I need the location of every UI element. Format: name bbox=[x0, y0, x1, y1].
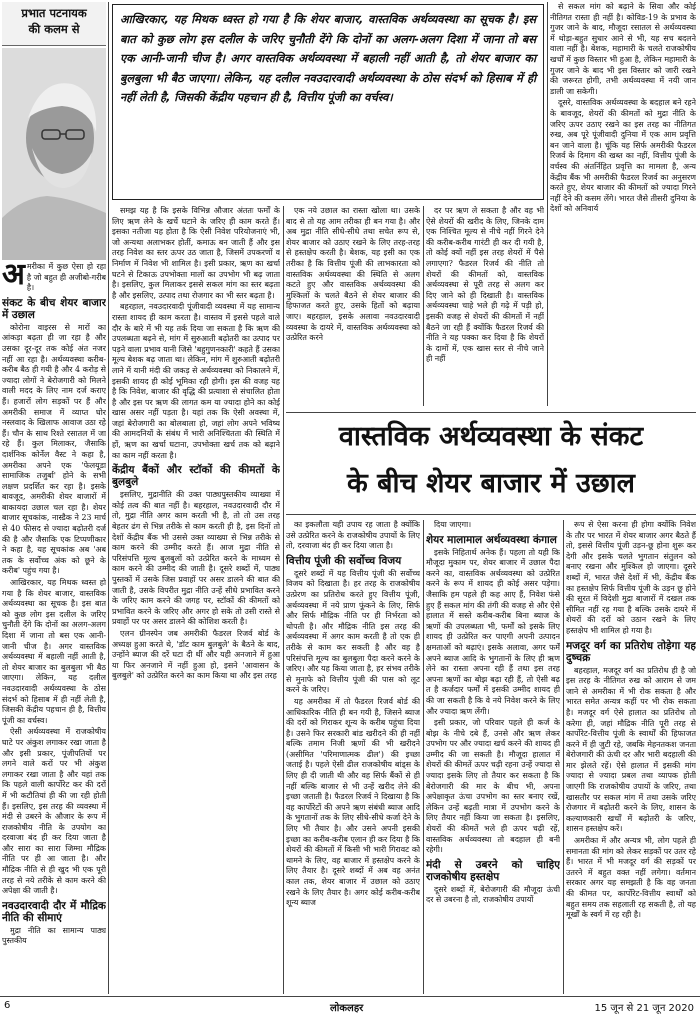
drop-cap: अ bbox=[2, 262, 25, 292]
paragraph: ऐसी अर्थव्यवस्था में राजकोषीय घाटे पर अंकुश लगाकर रखा जाता है और इसी प्रकार, पूंजीपतियों पर लगने वाले करों पर भी अंकुश लगाकर रखा जाता है और यहां तक कि पहले वाली कार्पोरेट कर की दरों में भी कटौतियां ही की जा रही होती हैं। इसलिए, इस तरह की व्यवस्था में मंदी से उबरने के औजार के रूप में राजकोषीय नीति के उपयोग का दरवाजा बंद ही कर दिया जाता है और सारा का सारा जिम्मा मौद्रिक नीति पर ही आ जाता है। और मौद्रिक नीति से ही खुद भी एक पूरी तरह से नये तरीके से काम करने की अपेक्षा की जाती है। bbox=[2, 727, 106, 896]
paragraph: दूसरे शब्दों में यह वित्तीय पूंजी की सर्वोच्च विजय को दिखाता है। हर तरह के राजकोषीय उत्प्रेरण का प्रतिरोध करते हुए वित्तीय पूंजी, अर्थव्यवस्था में नये प्राण फूंकने के लिए, सिर्फ और सिर्फ मौद्रिक नीति पर ही निर्भरता को थोपती है। और मौद्रिक नीति इस तरह की अर्थव्यवस्था में अगर काम करती है तो एक ही तरीके से काम कर सकती है और वह है परिसंपत्ति मूल्य का बुलबुला पैदा करने करने के जरिए। और यह किया जाता है, हर संभव तरीके से मुनाफे को वित्तीय पूंजी की पास को लूट करने के जरिए। bbox=[286, 568, 420, 695]
column-divider bbox=[547, 2, 548, 406]
paragraph: समझ यह है कि इसके विभिन्न औजार अंततः फर्मों के लिए ऋण लेने के खर्चे घटाने के जरिए ही काम करते हैं। इसका नतीजा यह होता है कि ऐसी निवेश परियोजनाएं भी, जो अन्यथा अलाभकर होतीं, कमाऊ बन जाती हैं और इस तरह निवेश का स्तर ऊपर उठ जाता है, जिसमें उपकरणों व निर्माण में निवेश भी शामिल है। इसी प्रकार, ऋण का खर्चा घटने से टिकाऊ उपभोक्ता मालों का उपभोग भी बढ़ जाता है। इसलिए, कुल मिलाकर इससे सकल मांग का स्तर बढ़ता है और इसलिए, उत्पाद तथा रोजगार का भी स्तर बढ़ता है। bbox=[112, 206, 280, 300]
subhead-fiscal-intervention: मंदी से उबरने को चाहिए राजकोषीय हस्तक्षेप bbox=[426, 858, 560, 883]
paragraph: एलन ग्रीनस्पेन जब अमरीकी फैडरल रिजर्व बोर्ड के अध्यक्ष हुआ करते थे, 'डॉट काम बुलबुले' के बैठने के बाद, उन्होंने ब्याज की दरें घटा दी थीं और यही अनजाने में हुआ या फिर अनजाने में नहीं हुआ हो, इसने 'आवासन के बुलबुले' को उत्प्रेरित करने का काम किया था और इस तरह bbox=[112, 628, 280, 681]
subhead-finance-victory: वित्तीय पूंजी की सर्वोच्च विजय bbox=[286, 554, 402, 567]
author-byline bbox=[2, 2, 106, 46]
column-divider bbox=[423, 520, 424, 994]
paragraph: दूसरे शब्दों में, बेरोजगारी की मौजूदा ऊंची दर से उबरना है तो, राजकोषीय उपायों bbox=[426, 884, 560, 905]
paragraph: बहरहाल, मजदूर वर्ग का प्रतिरोध ही है जो इस तरह के नीतिगत रुख को आराम से जम जाने से अमरीका में भी रोक सकता है और भारत समेत अन्यत्र कहीं पर भी रोक सकता है। मजदूर वर्ग ऐसे हालात का प्रतिरोध तो करेगा ही, जहां मौद्रिक नीति पूरी तरह से कार्पोरेट-वित्तीय पूंजी के स्वार्थों की हिफाजत करने में ही जुटी रहे, जबकि मेहनतकश जनता बेरोजगारी की ऊंची दर और भारी बदहाली की मार झेलते रहें। ऐसे हालात में इसकी मांग ज्यादा से ज्यादा प्रबल तथा व्यापक होती जाएगी कि राजकोषीय उपायों के जरिए, तथा खासतौर पर सकल मांग में तथा उसके जरिए रोजगार में बढ़ोतरी करने के लिए, शासन के कल्याणकारी खर्चों में बढ़ोतरी के जरिए, शासन हस्तक्षेप करें। bbox=[566, 665, 696, 834]
article-column-2 bbox=[112, 206, 280, 994]
article-column-4-bottom bbox=[426, 520, 560, 994]
subhead-monetary-limits: नवउदारवादी दौर में मौद्रिक नीति की सीमाएं bbox=[2, 899, 106, 924]
pull-quote-text: आखिरकार, यह मिथक ध्वस्त हो गया है कि शेयर बाजार, वास्तविक अर्थव्यवस्था का सूचक है। इस बात को कुछ लोग इस दलील के जरिए चुनौती देंगे कि दोनों का अलग-अलग दिशा में जाना तो बस एक आनी-जानी चीज है। अगर वास्तविक अर्थव्यवस्था में बहाली नहीं आती है, तो शेयर बाजार का बुलबुला भी बैठ जाएगा। लेकिन, यह दलील नवउदारवादी अर्थव्यवस्था के ठोस संदर्भ को हिसाब में ही नहीं लेती है, जिसकी केंद्रीय पहचान ही है, वित्तीय पूंजी का वर्चस्व। bbox=[120, 13, 536, 104]
paragraph: दिया जाएगा। bbox=[434, 520, 472, 529]
paragraph: अमरीका में और अन्यत्र भी, लोग पहले ही समानता की मांग को लेकर सड़कों पर उतर रहे हैं। भारत में भी मजदूर वर्ग की सड़कों पर उतरने में बहुत वक्त नहीं लगेगा। वर्तमान सरकार अगर यह समझती है कि वह जनता की कीमत पर, कार्पोरेट-वित्तीय स्वार्थों को बहुत समय तक सहलाती रह सकती है, तो यह मूर्खों के स्वर्ग में रह रही है। bbox=[566, 836, 696, 920]
article-column-4-top bbox=[426, 206, 544, 406]
paragraph: का इकलौता यही उपाय रह जाता है क्योंकि उसे उत्प्रेरित करने के राजकोषीय उपायों के लिए तो, दरवाजा बंद ही कर दिया जाता है। bbox=[286, 520, 420, 551]
author-portrait-image bbox=[2, 48, 106, 260]
byline-name: प्रभात पटनायक bbox=[21, 6, 87, 20]
paragraph: दर पर ऋण ले सकता है और वह भी ऐसे शेयरों की खरीद के लिए, जिनके दाम एक निश्चित मूल्य से नीचे नहीं गिरने देने की करीब-करीब गारंटी ही कर दी गयी है, तो कोई क्यों नहीं इस तरह शेयरों में पैसे लगाएगा? फैडरल रिजर्व की नीति तो शेयरों की कीमतों को, वास्तविक अर्थव्यवस्था से पूरी तरह से अलग कर दिए जाने को ही दिखाती है। वास्तविक अर्थव्यवस्था चाहे भले ही गढ़े में पड़ी हो, इसकी वजह से शेयरों की कीमतों में नहीं बैठने जा रही हैं क्योंकि फैडरल रिजर्व की नीति ने यह पक्का कर दिया है कि शेयरों के दामों में, एक खास स्तर से नीचे जाने ही नहीं bbox=[426, 206, 544, 364]
paragraph: यह अमरीका में तो फैडरल रिजर्व बोर्ड की आधिकारिक नीति ही बन गयी है, जिसने ब्याज की दरों को गिराकर शून्य के करीब पहुंचा दिया है। उसने फिर सरकारी बांड खरीदने की ही नहीं बल्कि तमाम निजी ऋणों की भी खरीदने (असीमित 'परिमाणात्मक ढील') की इच्छा जताई है। पहले ऐसी ढील राजकोषीय बांड्स के लिए ही दी जाती थी और वह सिर्फ बैंकों से ही नहीं बल्कि बाजार से भी उन्हें खरीद लेने की इच्छा जताती है। फैडरल रिजर्व ने दिखाया है कि वह कार्पोरेटों की अपने ऋण संबंधी ब्याज आदि के भुगतानों तक के लिए सीधे-सीधे कर्जा देने के लिए भी तैयार है। और उसने अपनी इसकी इच्छा का करीब-करीब एलान ही कर दिया है कि शेयरों की कीमतों में किसी भी भारी गिरावट को थामने के लिए, वह बाजार में हस्तक्षेप करने के लिए तैयार है। दूसरे शब्दों में अब वह अनंत काल तक, शेयर बाजार में उछाल को उठाए रखने के लिए तैयार है। अगर कोई करीब-करीब शून्य ब्याज bbox=[286, 696, 420, 908]
article-column-3-bottom bbox=[286, 520, 420, 994]
paragraph: इसके निहितार्थ अनेक हैं। पहला तो यही कि मौजूदा मुकाम पर, शेयर बाजार में उछाल पैदा करने का, वास्तविक अर्थव्यवस्था को उत्प्रेरित करने के रूप में शायद ही कोई असर पड़ेगा। जैसाकि हम पहले ही कह आए हैं, निवेश फंसे हुए हैं सकल मांग की तंगी की वजह से और ऐसे हालात में सस्ते करीब-करीब बिना ब्याज के ऋणों की उपलब्धता भी, फर्मों को इसके लिए शायद ही उत्प्रेरित कर पाएगी अपनी उत्पादन क्षमताओं को बढ़ाएं। इसके अलावा, अगर फर्में अपने ब्याज आदि के भुगतानों के लिए ही ऋण लेने का रास्ता अपना रही हैं तथा इस तरह अपना ऋणों का बोझ बढ़ा रही हैं, तो ऐसी बढ़ त है कर्जदार फर्मों में इसकी उम्मीद शायद ही की जा सकती है कि वे नये निवेश करने के लिए और ज्यादा ऋण लेंगी। bbox=[426, 547, 560, 716]
column-divider bbox=[283, 206, 284, 994]
subhead-crisis-boom: संकट के बीच शेयर बाजार में उछाल bbox=[2, 296, 106, 321]
headline-line-2: के बीच शेयर बाजार में उछाल bbox=[346, 468, 635, 499]
headline-line-1: वास्तविक अर्थव्यवस्था के संकट bbox=[338, 421, 644, 452]
page-footer bbox=[0, 996, 700, 1015]
paragraph: मुद्रा नीति का सामान्य पाठ्य पुस्तकीय bbox=[2, 925, 106, 946]
paragraph: इसलिए, मुद्रानीति की उक्त पाठ्यपुस्तकीय व्याख्या में कोई तत्व की बात नहीं है। बहरहाल, नवउदारवादी दौर में तो, मुद्रा नीति अगर काम करती भी है, तो तो उस तरह बेहतर ढंग से भिन्न तरीके से काम करती ही है, इस दिनों तो देशों केंद्रीय बैंक भी उससे उक्त व्याख्या से भिन्न तरीके से काम करने की उम्मीद करते हैं। आज मुद्रा नीति से परिसंपत्ति मूल्य बुलबुलों को उत्प्रेरित करने के माध्यम से काम करने की उम्मीद की जाती है। दूसरे शब्दों में, पाठ्य पुस्तकों में उसके जिस प्रवाहों पर असर डालने की बात की जाती है, उसके विपरीत मुद्रा नीति उन्हें सीधे प्रभावित करने के जरिए काम करने की जगह पर, स्टॉकों की कीमतों को प्रभावित करने के जरिए और अगर हो सके तो उसी रास्ते से प्रवाहों पर पर असर डालने की कोशिश करती है। bbox=[112, 490, 280, 627]
byline-tag: की कलम से bbox=[28, 22, 80, 36]
column-divider bbox=[563, 520, 564, 994]
article-column-3-top bbox=[286, 206, 420, 406]
column-divider bbox=[108, 2, 109, 994]
main-headline bbox=[286, 412, 696, 515]
paragraph: आखिरकार, यह मिथक ध्वस्त हो गया है कि शेयर बाजार, वास्तविक अर्थव्यवस्था का सूचक है। इस बात को कुछ लोग इस दलील के जरिए चुनौती देंगे कि दोनों का अलग-अलग दिशा में जाना तो बस एक आनी-जानी चीज है। अगर वास्तविक अर्थव्यवस्था में बहाली नहीं आती है, तो शेयर बाजार का बुलबुला भी बैठ जाएगा। लेकिन, यह दलील नवउदारवादी अर्थव्यवस्था के ठोस संदर्भ को हिसाब में ही नहीं लेती है, जिसकी केंद्रीय पहचान ही है, वित्तीय पूंजी का वर्चस्व। bbox=[2, 578, 106, 725]
paragraph: बहरहाल, नवउदारवादी पूंजीवादी व्यवस्था में यह सामान्य रास्ता शायद ही काम करता है। वास्तव में इससे पहले वाले दौर के बारे में भी यह तर्क दिया जा सकता है कि ऋण की उपलब्धता बढ़ने से, मांग में सुरुआती बढ़ोतरी का उत्पाद पर पड़ने वाला प्रभाव यानी जिसे 'बहुगुणनकारी' कहते हैं उसका मूल्य बेशक बढ़ जाता था। लेकिन, मांग में शुरुआती बढ़ोतरी लाने में यानी मंदी की जकड़ से अर्थव्यवस्था को निकालने में, इसकी शायद ही कोई भूमिका रही होगी। इस की वजह यह है कि निवेश, बाजार की वृद्धि की प्रत्याशा से संचालित होता है और इस पर ऋण की लागत कम या ज्यादा होने का कोई खास असर नहीं पड़ता है। यहां तक कि ऐसी अवस्था में, जहां बेरोजगारी का बोलबाला हो, जहां लोग अपने भविष्य की आमदनियों के संबंध में भारी अनिश्चितता की स्थिति में हों, ऋण का खर्चा घटाना, उपभोक्ता खर्च तक को बढ़ाने का काम नहीं करता है। bbox=[112, 302, 280, 460]
article-column-1 bbox=[2, 262, 106, 994]
paragraph: कोरोना वाइरस से मारों का आंकड़ा बढ़ता ही जा रहा है और उसका दूर-दूर तक कोई अंत नजर नहीं आ रहा है। अर्थव्यवस्था करीब-करीब बैठ ही गयी है और 4 करोड़ से ज्यादा लोगों ने बेरोजगारी को मिलने वाली मदद के लिए नाम दर्ज कराए हैं। हजारों लोग सड़कों पर हैं और अमरीकी समाज में व्याप्त घोर नस्लवाद के खिलाफ आवाज उठा रहे हैं। चौन के साथ रिश्ते रसातल में जा रहे हैं। कुल मिलाकर, जैसाकि दार्शनिक कोर्नेल वैस्ट ने कहा है, अमरीका अपने एक 'फेलयूडा सामाजिक तजुर्बा' होने के सभी लक्षण प्रदर्शित कर रहा है। इसके बावजूद, अमरीकी शेयर बाजारों में बाकायदा उछाल चल रहा है। शेयर बाजार सूचकांक, नास्डैक ने 23 मार्च से 40 फीसद से ज्यादा बढ़ोतरी दर्ज की है और जैसाकि एक टिप्पणीकार ने कहा है, यह सूचकांक अब 'अब तक के सर्वोच्च अंक को छूने के करीब' पहुंच गया है। bbox=[2, 322, 106, 576]
issue-date: 15 जून से 21 जून 2020 bbox=[594, 1003, 694, 1014]
subhead-working-class: मजदूर वर्ग का प्रतिरोध तोड़ेगा यह दुष्चक्र bbox=[566, 639, 696, 664]
paragraph: एक नये उछाल का रास्ता खोला था। उसके बाद से तो यह आम तरीका ही बन गया है। और अब मुद्रा नीति सीधे-सीधे तथा सचेत रूप से, शेयर बाजार को उठाए रखने के लिए तरह-तरह से हस्तक्षेप करती है। बेशक, यह इसी का एक तरीका है कि वित्तीय पूंजी की लाभकारता को वास्तविक अर्थव्यवस्था की स्थिति से अलग कटते हुए और वास्तविक अर्थव्यवस्था की मुश्किलों के चलते बैठने से शेयर बाजार की हिफाजत करते हुए, उसके हितों को बढ़ाया जाए। बहरहाल, इसके अलावा नवउदारवादी व्यवस्था के दायरे में, वास्तविक अर्थव्यवस्था को उत्प्रेरित करने bbox=[286, 206, 420, 343]
paragraph: दूसरे, वास्तविक अर्थव्यवस्था के बदहाल बने रहने के बावजूद, शेयरों की कीमतों को मुद्रा नीति के जरिए ऊपर उठाए रखने का इस तरह का नीतिगत रुख, अब पूरे पूंजीवादी दुनिया में एक आम प्रवृत्ति बन जाने वाला है। चूंकि यह सिर्फ अमरीकी फैडरल रिजर्व के दिमाग की खब्त का नहीं, वित्तीय पूंजी के वर्चस्व की अंतर्निहित प्रवृत्ति का मामला है, अन्य केंद्रीय बैंक भी अमरीकी फैडरल रिजर्व का अनुसरण करते हुए, शेयर बाजार की कीमतों को ज्यादा गिरने नहीं देने की कसम लेंगे। भारत जैसे तीसरी दुनिया के देशों को अनिवार्य bbox=[550, 98, 696, 214]
page-number: 6 bbox=[4, 1000, 11, 1011]
subhead-central-banks: केंद्रीय बैंकों और स्टॉकों की कीमतों के बुलबुले bbox=[112, 464, 280, 489]
article-column-5-top bbox=[550, 2, 696, 406]
paragraph: से सकल मांग को बढ़ाने के सिवा और कोई नीतिगत रास्ता ही नहीं है। कोविड-19 के प्रभाव के गुजर जाने के बाद, मौजूदा रसातल से अर्थव्यवस्था में थोड़ा-बहुत सुधार आने से भी, यह सच बदलने वाला नहीं है। बेशक, महामारी के चलते राजकोषीय खर्चों में कुछ विस्तार भी हुआ है, लेकिन महामारी के गुजर जाने के बाद भी इस विस्तार को जारी रखने की जरूरत होगी, तभी अर्थव्यवस्था में नयी जान डाली जा सकेगी। bbox=[550, 2, 696, 96]
pull-quote-box bbox=[112, 4, 544, 200]
publication-name: लोकलहर bbox=[330, 1003, 364, 1014]
subhead-shares-economy: शेयर मालामाल अर्थव्यवस्था कंगाल bbox=[426, 533, 557, 546]
intro-text: मरीका में कुछ ऐसा हो रहा है जो बहुत ही अजीबो-गरीब है। bbox=[26, 262, 106, 293]
author-photo bbox=[2, 48, 106, 260]
paragraph: रूप से ऐसा करना ही होगा क्योंकि निवेश के तौर पर भारत में शेयर बाजार अगर बैठते हैं तो, इससे वित्तीय पूंजी उड़न-छू होना शुरू कर देगी और इसके चलते भुगतान संतुलन को बनाए रखना और मुश्किल हो जाएगा। दूसरे शब्दों में, भारत जैसे देशों में भी, केंद्रीय बैंक का हस्तक्षेप सिर्फ वित्तीय पूंजी के उड़न छू होने की सूरत में विदेशी मुद्रा बाजारों में दखल तक सीमित नहीं रह गया है बल्कि उसके दायरे में शेयरों की दरों को उठान रखने के लिए हस्तक्षेप भी शामिल हो गया है। bbox=[566, 520, 696, 635]
article-column-5-bottom bbox=[566, 520, 696, 994]
paragraph: इसी प्रकार, जो परिवार पहले ही कर्ज के बोझ के नीचे दबे हैं, उनसे और ऋण लेकर उपभोग पर और ज्यादा खर्च करने की शायद ही उम्मीद की जा सकती है। मौजूदा हालात में शेयरों की कीमतें ऊपर चढ़ी रहना उन्हें ज्यादा से ज्यादा इसके लिए तो तैयार कर सकता है कि बेरोजगारी की मार के बीच भी, अपना अपेक्षाकृत ऊंचा उपभोग का स्तर बनाए रखें, लेकिन उन्हें बढ़ती मात्रा में उपभोग करने के लिए तैयार नहीं किया जा सकता है। इसलिए, शेयरों की कीमतें भले ही ऊपर चढ़ी रहें, वास्तविक अर्थव्यवस्था तो बदहाल ही बनी रहेगी। bbox=[426, 718, 560, 855]
column-divider bbox=[423, 206, 424, 406]
